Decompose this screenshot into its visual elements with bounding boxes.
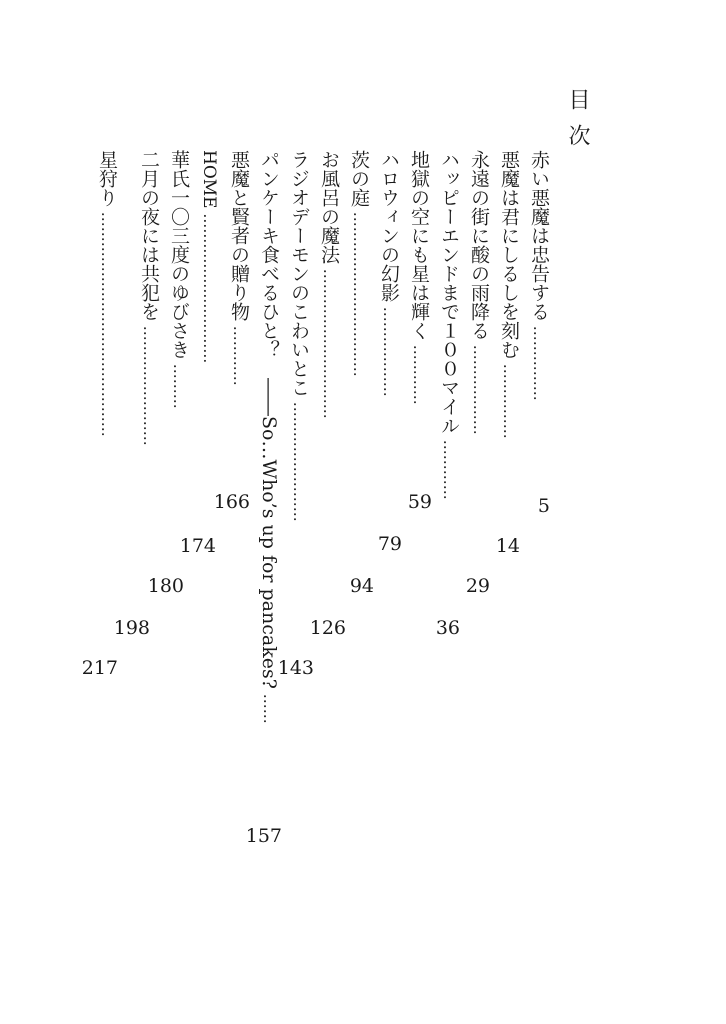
toc-entry-title: 華氏一〇三度のゆびさき <box>168 150 190 359</box>
toc-entry-title: パンケーキ食べるひと？ ――So…Who’s up for pancakes? <box>258 150 280 689</box>
toc-entry-title: 二月の夜には共犯を <box>138 150 160 321</box>
toc-entry-leader: …………………… <box>290 401 308 522</box>
toc-entry-title: ハロウィンの幻影 <box>378 150 400 302</box>
toc-entry-page: 174 <box>179 535 216 557</box>
toc-entry-leader: ……………………………………… <box>98 211 116 437</box>
toc-entry-page: 79 <box>377 533 402 555</box>
toc-entry-page: 157 <box>245 825 282 847</box>
toc-entry <box>464 150 494 435</box>
toc-entry-page: 94 <box>349 575 374 597</box>
toc-entry-leader: ……………… <box>470 344 488 435</box>
toc-entry-title: 永遠の街に酸の雨降る <box>468 150 490 340</box>
toc-entry-title: HOME <box>199 150 219 209</box>
toc-entry-page: 166 <box>213 491 250 513</box>
toc-entry-title: お風呂の魔法 <box>318 150 340 264</box>
toc-entry <box>524 150 554 401</box>
toc-entry-title: ラジオデーモンのこわいとこ <box>288 150 310 397</box>
toc-entry-leader: …………………………… <box>350 211 368 377</box>
toc-entry-title: ハッピーエンドまで１００マイル <box>438 150 460 435</box>
toc-entry-title: 茨の庭 <box>348 150 370 207</box>
toc-entry-leader: ………… <box>230 325 248 386</box>
toc-entry-leader: …………………… <box>140 325 158 446</box>
toc-entry-page: 5 <box>537 495 550 517</box>
toc-entry <box>344 150 374 377</box>
toc-entry <box>224 150 254 386</box>
toc-entry <box>164 150 194 409</box>
toc-entry <box>284 150 314 522</box>
toc-entry-leader: …………… <box>500 363 518 439</box>
toc-entry-page: 180 <box>147 575 184 597</box>
toc-entry-leader: ………… <box>440 439 458 500</box>
toc-entry-page: 29 <box>465 575 490 597</box>
toc-entry <box>494 150 524 439</box>
toc-entry <box>404 150 434 405</box>
toc-entry-page: 198 <box>113 617 150 639</box>
toc-entry <box>374 150 404 397</box>
toc-entry-title: 地獄の空にも星は輝く <box>408 150 430 340</box>
toc-entry <box>434 150 464 500</box>
toc-entry-title: 悪魔は君にしるしを刻む <box>498 150 520 359</box>
toc-entry-page: 126 <box>309 617 346 639</box>
toc-entry-leader: …… <box>260 693 278 724</box>
toc-entry-leader: ………… <box>410 344 428 405</box>
toc-entry-title: 赤い悪魔は忠告する <box>528 150 550 321</box>
toc-entry-page: 217 <box>81 657 118 679</box>
toc-entry-page: 143 <box>277 657 314 679</box>
toc-entry-page: 14 <box>495 535 520 557</box>
toc-entry-title: 悪魔と賢者の贈り物 <box>228 150 250 321</box>
toc-entry-page: 59 <box>407 491 432 513</box>
toc-entry-leader: ……………… <box>380 306 398 397</box>
toc-entry <box>134 150 164 446</box>
toc-entry <box>254 150 284 724</box>
toc-entry-page: 36 <box>435 617 460 639</box>
toc-entry-title: 星狩り <box>96 150 118 207</box>
toc-entry <box>92 150 122 437</box>
toc-entry <box>194 150 224 363</box>
toc-title: 目次 <box>565 88 590 160</box>
toc-entry-leader: …………… <box>530 325 548 401</box>
toc-entry-leader: ………………………… <box>320 268 338 419</box>
toc-entry-leader: ……… <box>170 363 188 409</box>
toc-entry <box>314 150 344 419</box>
toc-entry-leader: ………………………… <box>200 213 218 364</box>
